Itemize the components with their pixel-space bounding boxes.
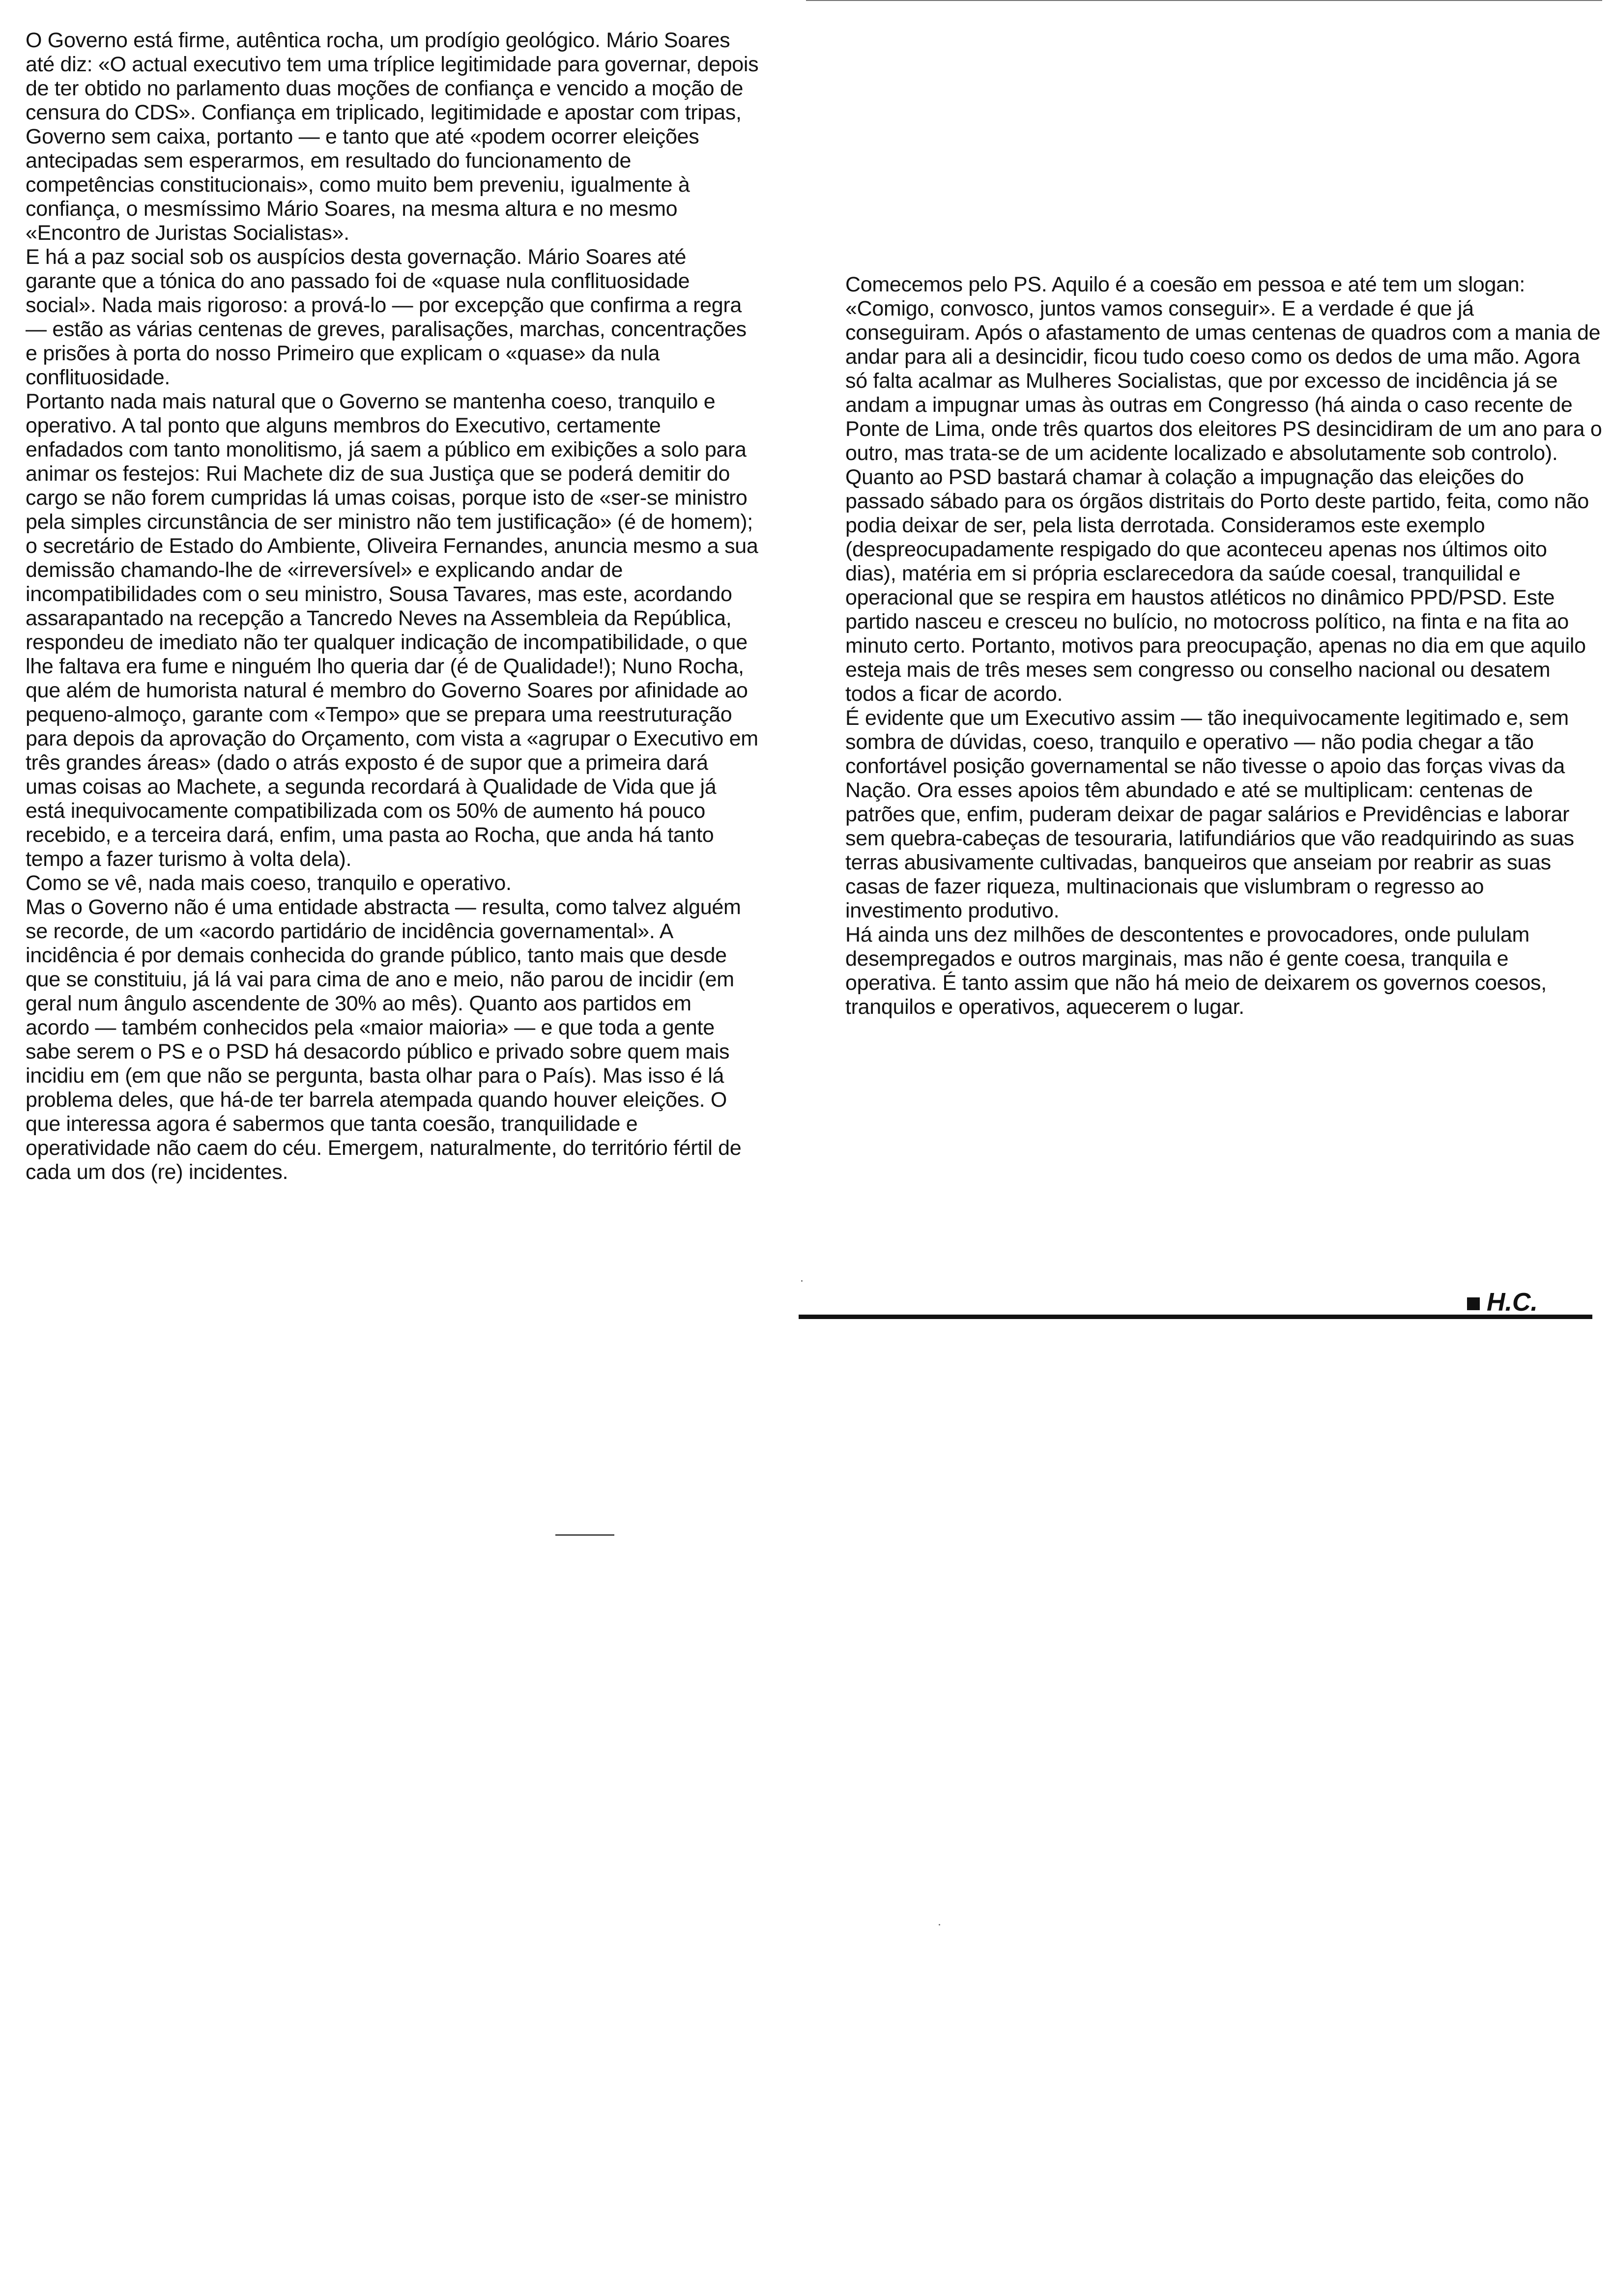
paragraph: Há ainda uns dez milhões de descontentes e provocadores, onde pululam desempregados e outros marginais, mas não é gente coesa, tranquila e operativa. É tanto assim que não há meio de deixarem os governos coesos, tranquilos e operativos, aquecerem o lugar. [845,923,1547,1019]
paragraph: Como se vê, nada mais coeso, tranquilo e operativo. [26,871,512,895]
scan-speck [801,1280,803,1282]
author-signature [1467,1288,1538,1317]
article-right-column [845,273,1602,1019]
paragraph: Quanto ao PSD bastará chamar à colação a impugnação das eleições do passado sábado para os órgãos distritais do Porto deste partido, feita, como não podia deixar de ser, pela lista derrotada. Consideramos este exemplo (despreocupadamente respigado do que aconteceu apenas nos últimos oito dias), matéria em si própria esclarecedora da saúde coesal, tranquilidal e operacional que se respira em haustos atléticos no dinâmico PPD/PSD. Este partido nasceu e cresceu no bulício, no motocross político, na finta e na fita ao minuto certo. Portanto, motivos para preocupação, apenas no dia em que aquilo esteja mais de três meses sem congresso ou conselho nacional ou desatem todos a ficar de acordo. [845,465,1589,706]
paragraph: O Governo está firme, autêntica rocha, um prodígio geológico. Mário Soares até diz: «O actual executivo tem uma tríplice legitimidade para governar, depois de ter obtido no parlamento duas moções de confiança e vencido a moção de censura do CDS». Confiança em triplicado, legitimidade e apostar com tripas, Governo sem caixa, portanto — e tanto que até «podem ocorrer eleições antecipadas sem esperarmos, em resultado do funcionamento de competências constitucionais», como muito bem preveniu, igualmente à confiança, o mesmíssimo Mário Soares, na mesma altura e no mesmo «Encontro de Juristas Socialistas». [26,29,759,245]
end-rule [555,1534,614,1536]
paragraph: Portanto nada mais natural que o Governo se mantenha coeso, tranquilo e operativo. A tal ponto que alguns membros do Executivo, certamente enfadados com tanto monolitismo, já saem a público em exibições a solo para animar os festejos: Rui Machete diz de sua Justiça que se poderá demitir do cargo se não forem cumpridas lá umas coisas, porque isto de «ser-se ministro pela simples circunstância de ser ministro não tem justificação» (é de homem); o secretário de Estado do Ambiente, Oliveira Fernandes, anuncia mesmo a sua demissão chamando-lhe de «irreversível» e explicando andar de incompatibilidades com o seu ministro, Sousa Tavares, mas este, acordando assarapantado na recepção a Tancredo Neves na Assembleia da República, respondeu de imediato não ter qualquer indicação de incompatibilidade, o que lhe faltava era fume e ninguém lho queria dar (é de Qualidade!); Nuno Rocha, que além de humorista natural é membro do Governo Soares por afinidade ao pequeno-almoço, garante com «Tempo» que se prepara uma reestruturação para depois da aprovação do Orçamento, com vista a «agrupar o Executivo em três grandes áreas» (dado o atrás exposto é de supor que a primeira dará umas coisas ao Machete, a segunda recordará à Qualidade de Vida que já está inequivocamente compatibilizada com os 50% de aumento há pouco recebido, e a terceira dará, enfim, uma pasta ao Rocha, que anda há tanto tempo a fazer turismo à volta dela). [26,390,758,871]
article-left-column [26,29,760,1184]
scan-speck [939,1924,940,1925]
signature-text: H.C. [1487,1288,1538,1317]
paragraph: Comecemos pelo PS. Aquilo é a coesão em pessoa e até tem um slogan: «Comigo, convosco, juntos vamos conseguir». E a verdade é que já conseguiram. Após o afastamento de umas centenas de quadros com a mania de andar para ali a desincidir, ficou tudo coeso como os dedos de uma mão. Agora só falta acalmar as Mulheres Socialistas, que por excesso de incidência já se andam a impugnar umas às outras em Congresso (há ainda o caso recente de Ponte de Lima, onde três quartos dos eleitores PS desincidiram de um ano para o outro, mas trata-se de um acidente localizado e absolutamente sob controlo). [845,273,1602,465]
square-bullet-icon [1467,1297,1480,1310]
top-rule [806,0,1602,1]
paragraph: É evidente que um Executivo assim — tão inequivocamente legitimado e, sem sombra de dúvidas, coeso, tranquilo e operativo — não podia chegar a tão confortável posição governamental se não tivesse o apoio das forças vivas da Nação. Ora esses apoios têm abundado e até se multiplicam: centenas de patrões que, enfim, puderam deixar de pagar salários e Previdências e laborar sem quebra-cabeças de tesouraria, latifundiários que vão readquirindo as suas terras abusivamente cultivadas, banqueiros que anseiam por reabrir as suas casas de fazer riqueza, multinacionais que vislumbram o regresso ao investimento produtivo. [845,706,1574,922]
paragraph: E há a paz social sob os auspícios desta governação. Mário Soares até garante que a tónica do ano passado foi de «quase nula conflituosidade social». Nada mais rigoroso: a prová-lo — por excepção que confirma a regra — estão as várias centenas de greves, paralisações, marchas, concentrações e prisões à porta do nosso Primeiro que explicam o «quase» da nula conflituosidade. [26,245,747,389]
paragraph: Mas o Governo não é uma entidade abstracta — resulta, como talvez alguém se recorde, de um «acordo partidário de incidência governamental». A incidência é por demais conhecida do grande público, tanto mais que desde que se constituiu, já lá vai para cima de ano e meio, não parou de incidir (em geral num ângulo ascendente de 30% ao mês). Quanto aos partidos em acordo — também conhecidos pela «maior maioria» — e que toda a gente sabe serem o PS e o PSD há desacordo público e privado sobre quem mais incidiu em (em que não se pergunta, basta olhar para o País). Mas isso é lá problema deles, que há-de ter barrela atempada quando houver eleições. O que interessa agora é sabermos que tanta coesão, tranquilidade e operatividade não caem do céu. Emergem, naturalmente, do território fértil de cada um dos (re) incidentes. [26,895,742,1184]
